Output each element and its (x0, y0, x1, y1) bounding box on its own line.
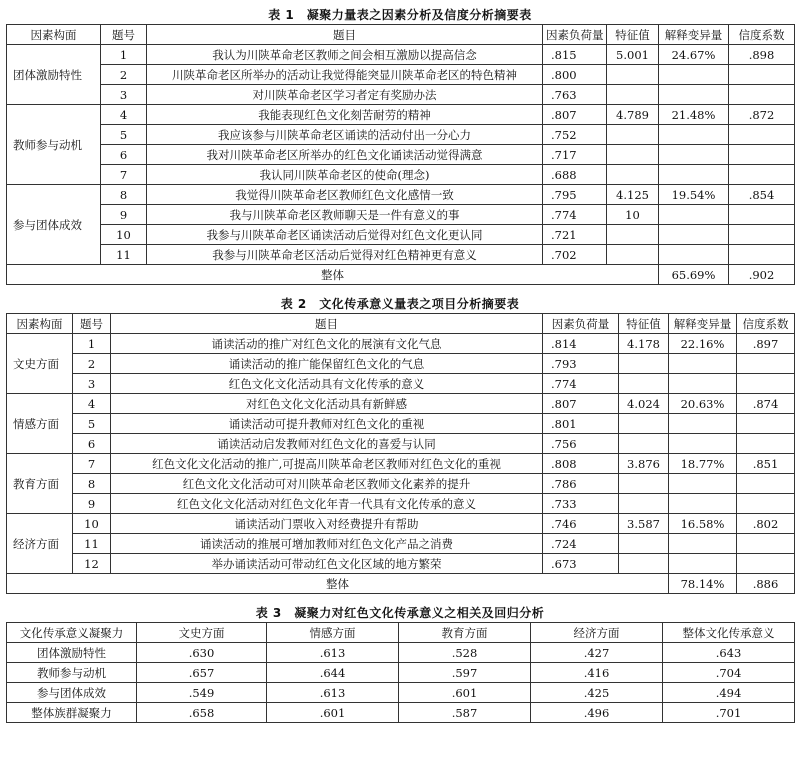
table3 (6, 622, 795, 723)
table-row (7, 205, 795, 225)
factor-loading: .815 (543, 45, 607, 65)
item-text: 我参与川陕革命老区诵读活动后觉得对红色文化更认同 (147, 225, 543, 245)
factor-loading: .786 (543, 474, 619, 494)
explained-variance: 21.48% (659, 105, 729, 125)
total-reliability: .886 (737, 574, 795, 594)
reliability: .851 (737, 454, 795, 474)
factor-loading: .793 (543, 354, 619, 374)
factor-name: 情感方面 (7, 394, 73, 454)
table-cell: .643 (663, 643, 795, 663)
table1-caption: 表 1 凝聚力量表之因素分析及信度分析摘要表 (268, 8, 532, 22)
reliability: .872 (729, 105, 795, 125)
table-cell: .587 (399, 703, 531, 723)
item-text: 诵读活动可提升教师对红色文化的重视 (111, 414, 543, 434)
factor-name: 教育方面 (7, 454, 73, 514)
eigenvalue: 3.876 (619, 454, 669, 474)
item-text: 我对川陕革命老区所举办的红色文化诵读活动觉得满意 (147, 145, 543, 165)
table-cell: .601 (399, 683, 531, 703)
item-text: 举办诵读活动可带动红色文化区域的地方繁荣 (111, 554, 543, 574)
factor-loading: .774 (543, 374, 619, 394)
item-text: 红色文化文化活动的推广,可提高川陕革命老区教师对红色文化的重视 (111, 454, 543, 474)
table2-header-cell: 信度系数 (737, 314, 795, 334)
table-row (7, 554, 795, 574)
item-number: 3 (73, 374, 111, 394)
item-text: 对川陕革命老区学习者定有奖励办法 (147, 85, 543, 105)
factor-loading: .807 (543, 105, 607, 125)
table1 (6, 24, 795, 285)
eigenvalue: 3.587 (619, 514, 669, 534)
item-number: 11 (73, 534, 111, 554)
eigenvalue: 4.024 (619, 394, 669, 414)
factor-loading: .724 (543, 534, 619, 554)
item-text: 我认为川陕革命老区教师之间会相互激励以提高信念 (147, 45, 543, 65)
table-row (7, 334, 795, 354)
item-number: 3 (101, 85, 147, 105)
table-row (7, 85, 795, 105)
table-row (7, 514, 795, 534)
item-number: 4 (101, 105, 147, 125)
table-cell: .496 (531, 703, 663, 723)
row-label: 参与团体成效 (7, 683, 137, 703)
table-row (7, 534, 795, 554)
table-cell: .494 (663, 683, 795, 703)
table2 (6, 313, 795, 594)
item-text: 红色文化文化活动对红色文化年青一代具有文化传承的意义 (111, 494, 543, 514)
table-row (7, 434, 795, 454)
table-cell: .630 (137, 643, 267, 663)
factor-loading: .752 (543, 125, 607, 145)
table1-header-cell: 因素负荷量 (543, 25, 607, 45)
item-number: 2 (101, 65, 147, 85)
factor-name: 团体激励特性 (7, 45, 101, 105)
factor-loading: .807 (543, 394, 619, 414)
table-row (7, 454, 795, 474)
table2-header-cell: 因素负荷量 (543, 314, 619, 334)
factor-loading: .808 (543, 454, 619, 474)
table-cell: .701 (663, 703, 795, 723)
item-text: 我觉得川陕革命老区教师红色文化感情一致 (147, 185, 543, 205)
factor-loading: .801 (543, 414, 619, 434)
table-row (7, 125, 795, 145)
explained-variance: 22.16% (669, 334, 737, 354)
table-cell: .704 (663, 663, 795, 683)
reliability: .898 (729, 45, 795, 65)
item-number: 6 (73, 434, 111, 454)
table3-header-cell: 情感方面 (267, 623, 399, 643)
factor-name: 参与团体成效 (7, 185, 101, 265)
factor-name: 教师参与动机 (7, 105, 101, 185)
total-variance: 78.14% (669, 574, 737, 594)
table1-header-cell: 特征值 (607, 25, 659, 45)
factor-loading: .733 (543, 494, 619, 514)
item-text: 红色文化文化活动可对川陕革命老区教师文化素养的提升 (111, 474, 543, 494)
factor-loading: .800 (543, 65, 607, 85)
item-number: 1 (101, 45, 147, 65)
table-cell: .427 (531, 643, 663, 663)
table-row (7, 45, 795, 65)
reliability: .874 (737, 394, 795, 414)
table-row (7, 65, 795, 85)
table-cell: .601 (267, 703, 399, 723)
item-number: 7 (73, 454, 111, 474)
table-cell: .644 (267, 663, 399, 683)
factor-loading: .702 (543, 245, 607, 265)
table2-header-cell: 因素构面 (7, 314, 73, 334)
row-label: 教师参与动机 (7, 663, 137, 683)
factor-loading: .814 (543, 334, 619, 354)
table-row (7, 643, 795, 663)
item-number: 5 (73, 414, 111, 434)
reliability: .854 (729, 185, 795, 205)
item-number: 6 (101, 145, 147, 165)
table-cell: .425 (531, 683, 663, 703)
item-number: 1 (73, 334, 111, 354)
item-number: 7 (101, 165, 147, 185)
table1-header-cell: 因素构面 (7, 25, 101, 45)
item-text: 我参与川陕革命老区活动后觉得对红色精神更有意义 (147, 245, 543, 265)
item-number: 10 (101, 225, 147, 245)
table2-header-cell: 题目 (111, 314, 543, 334)
table-cell: .528 (399, 643, 531, 663)
table-row (7, 394, 795, 414)
table-cell: .658 (137, 703, 267, 723)
explained-variance: 16.58% (669, 514, 737, 534)
table-row (7, 703, 795, 723)
table-cell: .657 (137, 663, 267, 683)
table-cell: .549 (137, 683, 267, 703)
eigenvalue: 5.001 (607, 45, 659, 65)
explained-variance: 18.77% (669, 454, 737, 474)
table-row (7, 414, 795, 434)
item-text: 诵读活动的推广能保留红色文化的气息 (111, 354, 543, 374)
table-row (7, 225, 795, 245)
table1-header-cell: 题目 (147, 25, 543, 45)
total-label: 整体 (7, 574, 669, 594)
item-text: 我能表现红色文化刻苦耐劳的精神 (147, 105, 543, 125)
table-row (7, 494, 795, 514)
table1-header-cell: 解释变异量 (659, 25, 729, 45)
table2-header-row (7, 314, 795, 334)
table3-header-cell: 文史方面 (137, 623, 267, 643)
table-row (7, 474, 795, 494)
item-number: 5 (101, 125, 147, 145)
table3-header-cell: 文化传承意义凝聚力 (7, 623, 137, 643)
table3-header-cell: 教育方面 (399, 623, 531, 643)
factor-loading: .688 (543, 165, 607, 185)
item-text: 川陕革命老区所举办的活动让我觉得能突显川陕革命老区的特色精神 (147, 65, 543, 85)
factor-loading: .795 (543, 185, 607, 205)
table-cell: .416 (531, 663, 663, 683)
eigenvalue: 4.789 (607, 105, 659, 125)
table2-header-cell: 解释变异量 (669, 314, 737, 334)
table-cell: .613 (267, 683, 399, 703)
factor-loading: .746 (543, 514, 619, 534)
item-text: 诵读活动的推展可增加教师对红色文化产品之消费 (111, 534, 543, 554)
item-number: 11 (101, 245, 147, 265)
table-row (7, 105, 795, 125)
explained-variance: 20.63% (669, 394, 737, 414)
table3-header-cell: 整体文化传承意义 (663, 623, 795, 643)
eigenvalue-extra: 10 (607, 205, 659, 225)
total-label: 整体 (7, 265, 659, 285)
table1-header-cell: 信度系数 (729, 25, 795, 45)
eigenvalue: 4.178 (619, 334, 669, 354)
row-label: 团体激励特性 (7, 643, 137, 663)
explained-variance: 24.67% (659, 45, 729, 65)
factor-name: 经济方面 (7, 514, 73, 574)
eigenvalue: 4.125 (607, 185, 659, 205)
table2-caption: 表 2 文化传承意义量表之项目分析摘要表 (280, 297, 520, 311)
table-row (7, 374, 795, 394)
table2-header-cell: 特征值 (619, 314, 669, 334)
table-cell: .597 (399, 663, 531, 683)
item-number: 9 (73, 494, 111, 514)
table-row (7, 683, 795, 703)
reliability: .897 (737, 334, 795, 354)
table-total-row (7, 574, 795, 594)
item-number: 12 (73, 554, 111, 574)
table1-header-row (7, 25, 795, 45)
factor-name: 文史方面 (7, 334, 73, 394)
table-row (7, 245, 795, 265)
item-text: 我认同川陕革命老区的使命(理念) (147, 165, 543, 185)
table1-header-cell: 题号 (101, 25, 147, 45)
item-text: 诵读活动的推广对红色文化的展演有文化气息 (111, 334, 543, 354)
explained-variance: 19.54% (659, 185, 729, 205)
item-number: 2 (73, 354, 111, 374)
factor-loading: .774 (543, 205, 607, 225)
table3-header-cell: 经济方面 (531, 623, 663, 643)
row-label: 整体族群凝聚力 (7, 703, 137, 723)
item-text: 我与川陕革命老区教师聊天是一件有意义的事 (147, 205, 543, 225)
reliability: .802 (737, 514, 795, 534)
total-variance: 65.69% (659, 265, 729, 285)
item-text: 对红色文化文化活动具有新鲜感 (111, 394, 543, 414)
item-text: 诵读活动门票收入对经费提升有帮助 (111, 514, 543, 534)
table3-caption: 表 3 凝聚力对红色文化传承意义之相关及回归分析 (255, 606, 545, 620)
table-row (7, 663, 795, 683)
item-text: 我应该参与川陕革命老区诵读的活动付出一分心力 (147, 125, 543, 145)
factor-loading: .721 (543, 225, 607, 245)
factor-loading: .717 (543, 145, 607, 165)
table3-header-row (7, 623, 795, 643)
table-row (7, 145, 795, 165)
table-row (7, 185, 795, 205)
table-row (7, 354, 795, 374)
item-text: 红色文化文化活动具有文化传承的意义 (111, 374, 543, 394)
item-number: 4 (73, 394, 111, 414)
factor-loading: .763 (543, 85, 607, 105)
item-number: 10 (73, 514, 111, 534)
item-text: 诵读活动启发教师对红色文化的喜爱与认同 (111, 434, 543, 454)
table-total-row (7, 265, 795, 285)
factor-loading: .673 (543, 554, 619, 574)
total-reliability: .902 (729, 265, 795, 285)
item-number: 9 (101, 205, 147, 225)
table-cell: .613 (267, 643, 399, 663)
item-number: 8 (101, 185, 147, 205)
item-number: 8 (73, 474, 111, 494)
table-row (7, 165, 795, 185)
factor-loading: .756 (543, 434, 619, 454)
table2-header-cell: 题号 (73, 314, 111, 334)
